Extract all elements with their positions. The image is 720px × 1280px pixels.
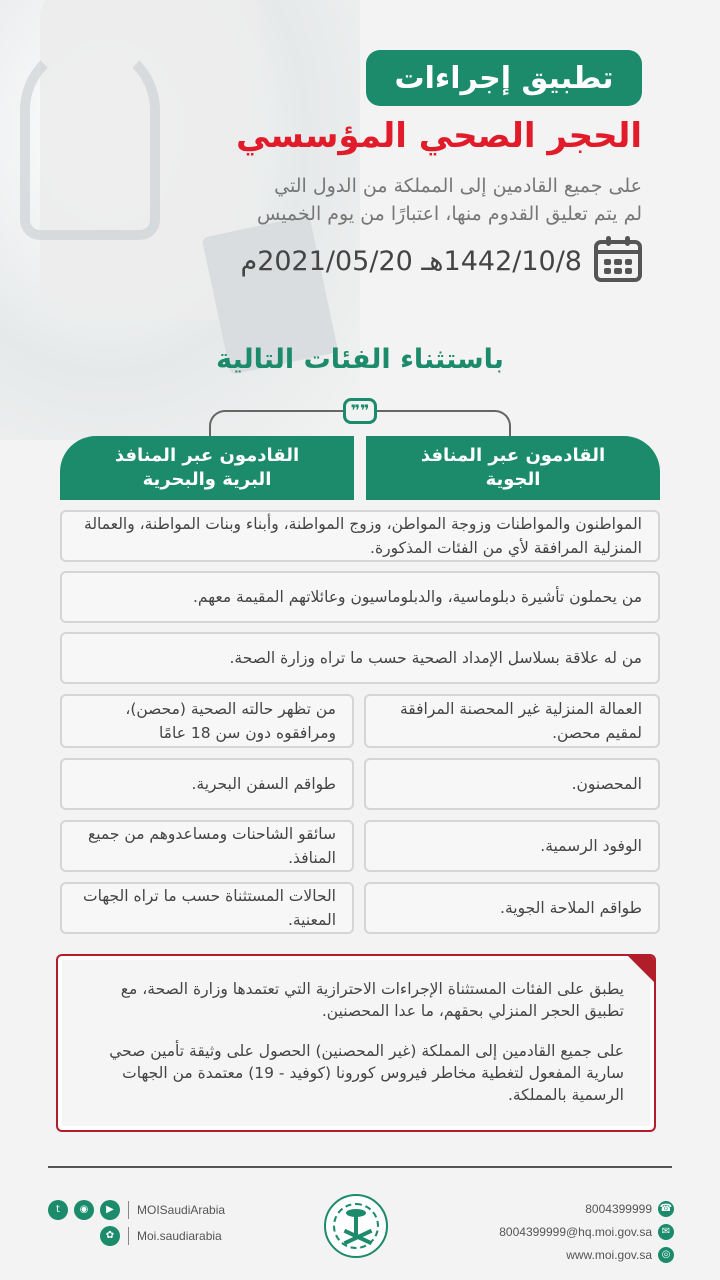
exception-air-official-delegations: الوفود الرسمية.: [364, 820, 660, 872]
subtitle-line-1: على جميع القادمين إلى المملكة من الدول التي: [274, 175, 642, 197]
social-row-snap: [48, 1223, 225, 1249]
email-text[interactable]: 8004399999@hq.moi.gov.sa: [499, 1224, 652, 1239]
exception-air-flight-crews: طواقم الملاحة الجوية.: [364, 882, 660, 934]
note-insurance: على جميع القادمين إلى المملكة (غير المحصنين) الحصول على وثيقة تأمين صحي سارية المفعول لتغطية مخاطر فيروس كورونا (كوفيد - 19) معتمدة من الجهات الرسمية بالمملكة.: [109, 1042, 624, 1104]
air-ports-header: [366, 436, 660, 500]
youtube-icon[interactable]: ▶: [100, 1200, 120, 1220]
phone-icon: ☎: [658, 1201, 674, 1217]
title-pill: تطبيق إجراءات: [366, 50, 642, 106]
handle-snap[interactable]: Moi.saudiarabia: [137, 1229, 222, 1243]
air-ports-header-line-1: القادمون عبر المنافذ: [420, 445, 606, 466]
notes-corner-accent: [626, 954, 656, 984]
exception-row-supply-chain: من له علاقة بسلاسل الإمداد الصحية حسب ما تراه وزارة الصحة.: [60, 632, 660, 684]
exception-sea-ship-crews: طواقم السفن البحرية.: [60, 758, 354, 810]
stethoscope-shape: [20, 40, 160, 240]
subtitle-line-2: لم يتم تعليق القدوم منها، اعتبارًا من يوم الخميس: [256, 203, 642, 225]
exceptions-title: باستثناء الفئات التالية: [216, 344, 504, 375]
social-row-main: [48, 1197, 225, 1223]
exception-air-domestic-workers: العمالة المنزلية غير المحصنة المرافقة لمقيم محصن.: [364, 694, 660, 748]
land-sea-ports-header-line-1: القادمون عبر المنافذ: [114, 445, 300, 466]
land-sea-ports-header: [60, 436, 354, 500]
contact-info: [474, 1197, 674, 1266]
subtitle: [212, 172, 642, 228]
phone-text[interactable]: 8004399999: [585, 1201, 652, 1216]
date-row: [240, 238, 642, 284]
snapchat-icon[interactable]: ✿: [100, 1226, 120, 1246]
note-precautions: يطبق على الفئات المستثناة الإجراءات الاحترازية التي تعتمدها وزارة الصحة، مع تطبيق الحجر المنزلي بحقهم، ما عدا المحصنين.: [120, 980, 624, 1020]
exception-land-approved-cases: الحالات المستثناة حسب ما تراه الجهات المعنية.: [60, 882, 354, 934]
instagram-icon[interactable]: ◉: [74, 1200, 94, 1220]
handle-main[interactable]: MOISaudiArabia: [137, 1203, 226, 1217]
twitter-icon[interactable]: t: [48, 1200, 68, 1220]
social-separator-2: [128, 1227, 129, 1245]
land-sea-ports-header-line-2: البرية والبحرية: [142, 469, 272, 490]
exception-row-diplomats: من يحملون تأشيرة دبلوماسية، والدبلوماسيون وعائلاتهم المقيمة معهم.: [60, 571, 660, 623]
exception-land-truck-drivers: سائقو الشاحنات ومساعدوهم من جميع المنافذ.: [60, 820, 354, 872]
exception-row-citizens: المواطنون والمواطنات وزوجة المواطن، وزوج المواطنة، وأبناء وبنات المواطنة، والعمالة المنزلية المرافقة لأي من الفئات المذكورة.: [60, 510, 660, 562]
website-text[interactable]: www.moi.gov.sa: [566, 1247, 652, 1262]
headline: الحجر الصحي المؤسسي: [235, 116, 642, 156]
social-links: [48, 1197, 225, 1249]
exception-land-vaccinated-status: من تظهر حالته الصحية (محصن)، ومرافقوه دون سن 18 عامًا: [60, 694, 354, 748]
phone-row[interactable]: [474, 1197, 674, 1220]
date-text: 1442/10/8هـ 2021/05/20م: [240, 245, 582, 277]
quote-icon: ❞❞: [343, 398, 377, 424]
ministry-emblem: [324, 1194, 388, 1258]
email-row[interactable]: [474, 1220, 674, 1243]
email-icon: ✉: [658, 1224, 674, 1240]
exception-air-vaccinated: المحصنون.: [364, 758, 660, 810]
social-separator: [128, 1201, 129, 1219]
air-ports-header-line-2: الجوية: [485, 469, 541, 490]
calendar-icon: [594, 240, 642, 282]
footer-divider: [48, 1166, 672, 1168]
notes-box: [56, 954, 656, 1132]
website-row[interactable]: [474, 1243, 674, 1266]
web-icon: ◎: [658, 1247, 674, 1263]
